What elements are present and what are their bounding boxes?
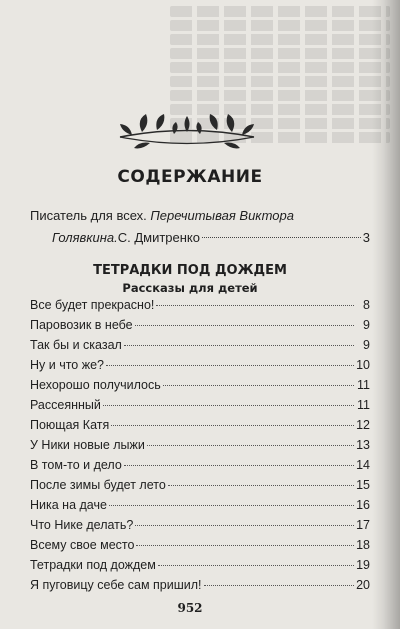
toc-page: 11	[357, 398, 370, 412]
toc-page: 17	[356, 518, 370, 532]
page-number: 952	[177, 601, 203, 615]
toc-page: 11	[357, 378, 370, 392]
toc-entry[interactable]	[30, 498, 370, 518]
toc-page: 9	[363, 318, 370, 332]
leaf-ornament-icon	[112, 110, 262, 152]
dot-leader	[106, 365, 354, 366]
toc-page: 9	[363, 338, 370, 352]
toc-title: Поющая Катя	[30, 418, 110, 432]
toc-entry[interactable]	[30, 418, 370, 438]
dot-leader	[124, 345, 354, 346]
section-title: ТЕТРАДКИ ПОД ДОЖДЕМ	[93, 263, 287, 278]
toc-page: 13	[356, 438, 370, 452]
toc-entry[interactable]	[30, 518, 370, 538]
toc-entry[interactable]	[30, 398, 370, 418]
dot-leader	[202, 237, 361, 238]
dot-leader	[136, 545, 354, 546]
toc-page: 10	[356, 358, 370, 372]
toc-title: Что Нике делать?	[30, 518, 134, 532]
toc-title: Ну и что же?	[30, 358, 104, 372]
toc-title: После зимы будет лето	[30, 478, 166, 492]
toc-entry[interactable]	[30, 338, 370, 358]
toc-page: 16	[356, 498, 370, 512]
toc-entry[interactable]	[30, 458, 370, 478]
toc-page: 15	[356, 478, 370, 492]
dot-leader	[156, 305, 354, 306]
toc-page: 20	[356, 578, 370, 592]
dot-leader	[111, 425, 354, 426]
toc-entry[interactable]	[30, 318, 370, 338]
toc-title: Ника на даче	[30, 498, 107, 512]
page-binding-shadow	[372, 0, 400, 629]
dot-leader	[103, 405, 354, 406]
toc-title: Тетрадки под дождем	[30, 558, 156, 572]
dot-leader	[163, 385, 354, 386]
toc-entry[interactable]	[30, 558, 370, 578]
dot-leader	[158, 565, 354, 566]
toc-page: 8	[363, 298, 370, 312]
toc-title: Я пуговицу себе сам пришил!	[30, 578, 202, 592]
contents-heading: СОДЕРЖАНИЕ	[117, 167, 263, 187]
toc-entry[interactable]	[30, 538, 370, 558]
toc-entry[interactable]	[30, 438, 370, 458]
toc-page: 12	[356, 418, 370, 432]
dot-leader	[135, 325, 354, 326]
toc-entry[interactable]	[30, 358, 370, 378]
dot-leader	[135, 525, 354, 526]
toc-title: В том-то и дело	[30, 458, 122, 472]
section-subtitle: Рассказы для детей	[122, 281, 258, 295]
intro-author-italic: Голявкина.	[52, 230, 118, 245]
intro-text-italic: Перечитывая Виктора	[150, 208, 294, 223]
toc-title: Так бы и сказал	[30, 338, 122, 352]
toc-entry[interactable]	[30, 578, 370, 598]
toc-entry[interactable]	[30, 378, 370, 398]
toc-page: 19	[356, 558, 370, 572]
dot-leader	[109, 505, 354, 506]
toc-page: 14	[356, 458, 370, 472]
dot-leader	[168, 485, 354, 486]
dot-leader	[204, 585, 354, 586]
toc-entry[interactable]	[30, 478, 370, 498]
intro-author: С. Дмитренко	[117, 230, 200, 245]
toc-title: Все будет прекрасно!	[30, 298, 155, 312]
dot-leader	[147, 445, 354, 446]
intro-text-plain: Писатель для всех.	[30, 208, 151, 223]
toc-title: У Ники новые лыжи	[30, 438, 145, 452]
intro-page: 3	[362, 230, 370, 245]
toc-title: Всему свое место	[30, 538, 135, 552]
toc-title: Рассеянный	[30, 398, 101, 412]
toc-title: Нехорошо получилось	[30, 378, 161, 392]
toc-title: Паровозик в небе	[30, 318, 133, 332]
dot-leader	[124, 465, 354, 466]
toc-page: 18	[356, 538, 370, 552]
toc-entry[interactable]	[30, 298, 370, 318]
